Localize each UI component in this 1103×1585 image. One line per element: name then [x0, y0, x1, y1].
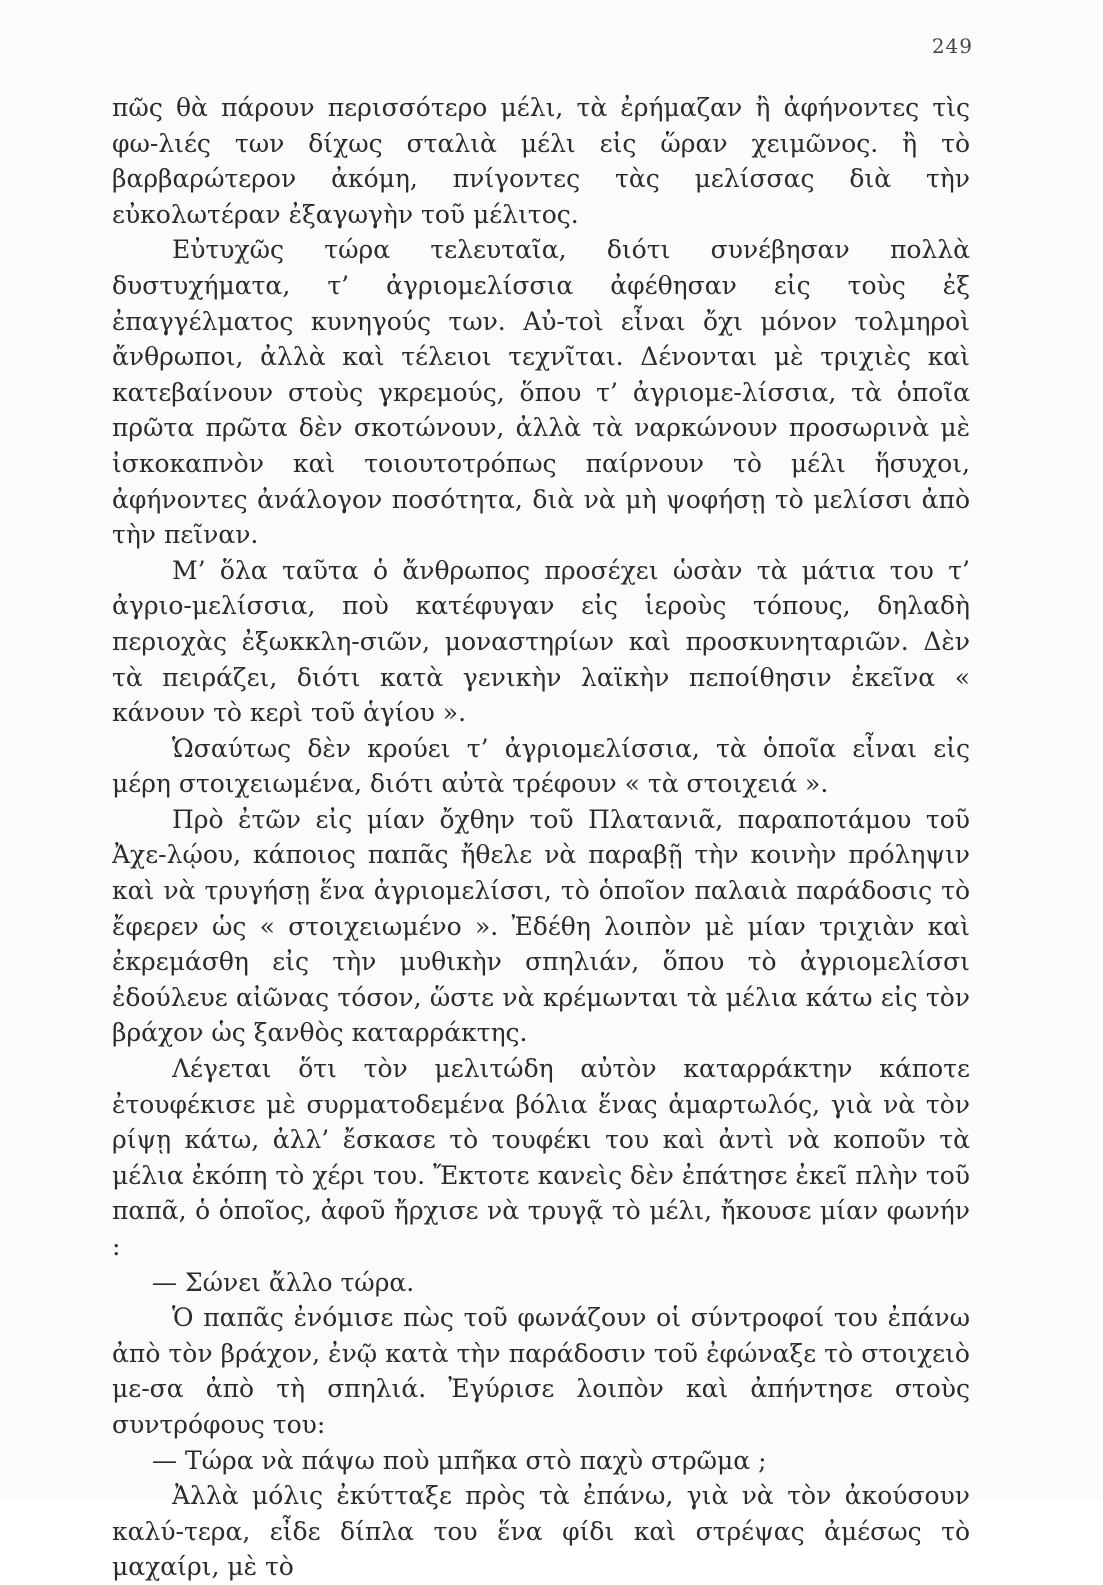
paragraph-6: Λέγεται ὅτι τὸν μελιτώδη αὐτὸν καταρράκτην κάποτε ἐτουφέκισε μὲ συρματοδεμένα βόλια ἕνας ἁμαρτωλός, γιὰ νὰ τὸν ρίψῃ κάτω, ἀλλ’ ἔσκασε τὸ τουφέκι του καὶ ἀντὶ νὰ κοποῦν τὰ μέλια ἐκόπη τὸ χέρι του. Ἔκτοτε κανεὶς δὲν ἐπάτησε ἐκεῖ πλὴν τοῦ παπᾶ, ὁ ὁποῖος, ἀφοῦ ἤρχισε νὰ τρυγᾷ τὸ μέλι, ἤκουσε μίαν φωνήν : [112, 1054, 970, 1261]
paragraph-8: Ἀλλὰ μόλις ἐκύτταξε πρὸς τὰ ἐπάνω, γιὰ νὰ τὸν ἀκούσουν καλύ-τερα, εἶδε δίπλα του ἕνα φίδι καὶ στρέψας ἀμέσως τὸ μαχαίρι, μὲ τὸ [112, 1481, 970, 1582]
paragraph-4: Ὡσαύτως δὲν κρούει τ’ ἀγριομελίσσια, τὰ ὁποῖα εἶναι εἰς μέρη στοιχειωμένα, διότι αὐτὰ τρέφουν « τὰ στοιχειά ». [112, 733, 970, 799]
paragraph-1: πῶς θὰ πάρουν περισσότερο μέλι, τὰ ἐρήμαζαν ἢ ἀφήνοντες τὶς φω-λιές των δίχως σταλιὰ μέλι εἰς ὥραν χειμῶνος. ἢ τὸ βαρβαρώτερον ἀκόμη, πνίγοντες τὰς μελίσσας διὰ τὴν εὐκολωτέραν ἐξαγωγὴν τοῦ μέλιτος. [112, 93, 970, 229]
paragraph-5: Πρὸ ἐτῶν εἰς μίαν ὄχθην τοῦ Πλατανιᾶ, παραποτάμου τοῦ Ἀχε-λῴου, κάποιος παπᾶς ἤθελε νὰ παραβῇ τὴν κοινὴν πρόληψιν καὶ νὰ τρυγήσῃ ἕνα ἀγριομελίσσι, τὸ ὁποῖον παλαιὰ παράδοσις τὸ ἔφερεν ὡς « στοιχειωμένο ». Ἐδέθη λοιπὸν μὲ μίαν τριχιὰν καὶ ἐκρεμάσθη εἰς τὴν μυθικὴν σπηλιάν, ὅπου τὸ ἀγριομελίσσι ἐδούλευε αἰῶνας τόσον, ὥστε νὰ κρέμωνται τὰ μέλια κάτω εἰς τὸν βράχον ὡς ξανθὸς καταρράκτης. [112, 804, 970, 1048]
paragraph-2: Εὐτυχῶς τώρα τελευταῖα, διότι συνέβησαν πολλὰ δυστυχήματα, τ’ ἀγριομελίσσια ἀφέθησαν εἰς τοὺς ἐξ ἐπαγγέλματος κυνηγούς των. Αὐ-τοὶ εἶναι ὄχι μόνον τολμηροὶ ἄνθρωποι, ἀλλὰ καὶ τέλειοι τεχνῖται. Δένονται μὲ τριχιὲς καὶ κατεβαίνουν στοὺς γκρεμούς, ὅπου τ’ ἀγριομε-λίσσια, τὰ ὁποῖα πρῶτα πρῶτα δὲν σκοτώνουν, ἀλλὰ τὰ ναρκώνουν προσωρινὰ μὲ ἰσκοκαπνὸν καὶ τοιουτοτρόπως παίρνουν τὸ μέλι ἥσυχοι, ἀφήνοντες ἀνάλογον ποσότητα, διὰ νὰ μὴ ψοφήσῃ τὸ μελίσσι ἀπὸ τὴν πεῖναν. [112, 235, 970, 550]
paragraph-3: Μ’ ὅλα ταῦτα ὁ ἄνθρωπος προσέχει ὡσὰν τὰ μάτια του τ’ ἀγριο-μελίσσια, ποὺ κατέφυγαν εἰς ἱεροὺς τόπους, δηλαδὴ περιοχὰς ἐξωκκλη-σιῶν, μοναστηρίων καὶ προσκυνηταριῶν. Δὲν τὰ πειράζει, διότι κατὰ γενικὴν λαϊκὴν πεποίθησιν ἐκεῖνα « κάνουν τὸ κερὶ τοῦ ἁγίου ». [112, 555, 970, 728]
dialogue-line-1: — Σώνει ἄλλο τώρα. [152, 1267, 415, 1297]
dialogue-line-2: — Τώρα νὰ πάψω ποὺ μπῆκα στὸ παχὺ στρῶμα ; [152, 1445, 767, 1475]
paragraph-7: Ὁ παπᾶς ἐνόμισε πὼς τοῦ φωνάζουν οἱ σύντροφοί του ἐπάνω ἀπὸ τὸν βράχον, ἐνῷ κατὰ τὴν παράδοσιν τοῦ ἐφώναξε τὸ στοιχειὸ με-σα ἀπὸ τὴ σπηλιά. Ἐγύρισε λοιπὸν καὶ ἀπήντησε στοὺς συντρόφους του: [112, 1303, 970, 1439]
page-number: 249 [931, 34, 973, 58]
body-text [112, 90, 970, 1585]
